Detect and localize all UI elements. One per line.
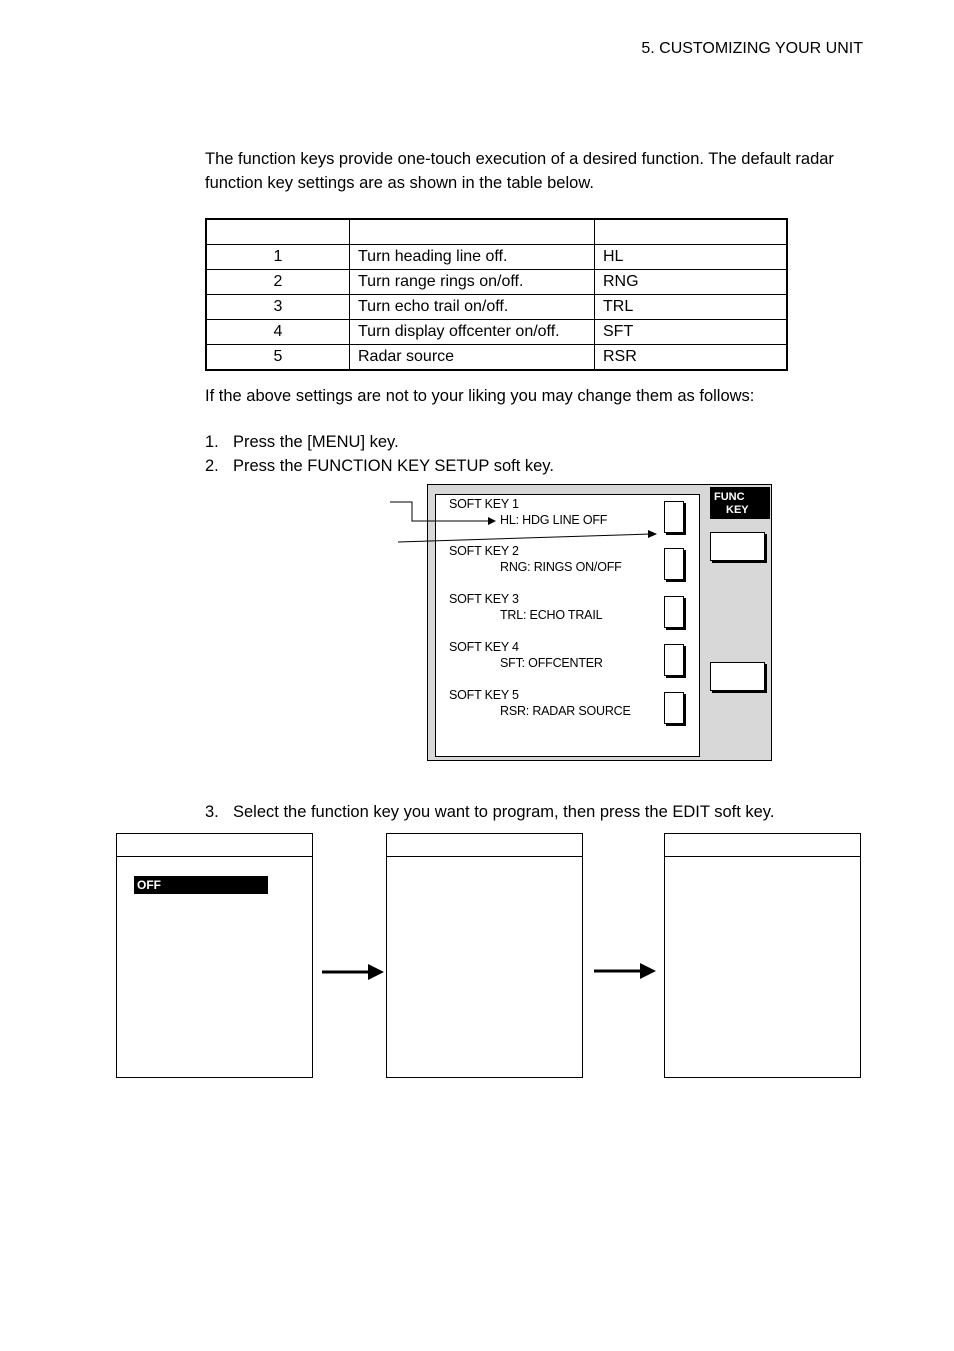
section-header: 5. CUSTOMIZING YOUR UNIT (641, 40, 863, 57)
key-number: 5 (206, 345, 350, 371)
table-row (206, 270, 787, 295)
key-number: 1 (206, 245, 350, 270)
right-arrow-icon (648, 530, 657, 538)
soft-key-4-button[interactable] (664, 644, 684, 676)
edit-panel-2 (386, 833, 583, 1078)
edit-panel-3 (664, 833, 861, 1078)
table-row (206, 345, 787, 371)
key-number: 2 (206, 270, 350, 295)
soft-key-5-title: SOFT KEY 5 (449, 688, 519, 702)
table-row (206, 320, 787, 345)
step-2 (205, 457, 554, 476)
step-number: 1. (205, 433, 219, 451)
step-number: 2. (205, 457, 219, 475)
soft-key-4-value: SFT: OFFCENTER (500, 656, 603, 670)
key-function: Turn heading line off. (350, 245, 595, 270)
function-key-table (205, 218, 788, 371)
step-text: Press the FUNCTION KEY SETUP soft key. (233, 457, 554, 475)
key-function: Turn display offcenter on/off. (350, 320, 595, 345)
soft-key-3-title: SOFT KEY 3 (449, 592, 519, 606)
soft-key-2-value: RNG: RINGS ON/OFF (500, 560, 622, 574)
right-arrow-icon (594, 960, 658, 982)
func-key-tab (710, 487, 770, 519)
key-indication: RNG (595, 270, 788, 295)
right-arrow-icon (322, 961, 386, 983)
soft-key-4-title: SOFT KEY 4 (449, 640, 519, 654)
callout-lines (380, 490, 680, 550)
key-number: 3 (206, 295, 350, 320)
func-key-label: KEY (726, 504, 749, 516)
edit-panel-1 (116, 833, 313, 1078)
soft-key-2-button[interactable] (664, 548, 684, 580)
step-3 (205, 803, 774, 822)
key-function: Turn range rings on/off. (350, 270, 595, 295)
step-text: Select the function key you want to program, then press the EDIT soft key. (233, 803, 775, 821)
step-text: Press the [MENU] key. (233, 433, 399, 451)
panel-title-bar (665, 834, 860, 857)
right-arrow-icon (488, 517, 496, 525)
step-number: 3. (205, 803, 219, 821)
side-soft-key-button[interactable] (710, 662, 765, 691)
key-indication: TRL (595, 295, 788, 320)
key-indication: HL (595, 245, 788, 270)
selected-option[interactable]: OFF (134, 876, 268, 894)
soft-key-1-title: SOFT KEY 1 (449, 497, 519, 511)
change-paragraph: If the above settings are not to your liking you may change them as follows: (205, 387, 755, 405)
soft-key-3-value: TRL: ECHO TRAIL (500, 608, 603, 622)
panel-title-bar (387, 834, 582, 857)
intro-paragraph: The function keys provide one-touch execution of a desired function. The default radar function key settings are as shown in the table below. (205, 150, 834, 192)
panel-title-bar (117, 834, 312, 857)
soft-key-1-value: HL: HDG LINE OFF (500, 513, 608, 527)
table-header-cell (206, 219, 350, 245)
soft-key-5-value: RSR: RADAR SOURCE (500, 704, 631, 718)
key-indication: SFT (595, 320, 788, 345)
table-header-cell (350, 219, 595, 245)
table-header-row (206, 219, 787, 245)
soft-key-2-title: SOFT KEY 2 (449, 544, 519, 558)
soft-key-3-button[interactable] (664, 596, 684, 628)
key-function: Turn echo trail on/off. (350, 295, 595, 320)
table-header-cell (595, 219, 788, 245)
key-function: Radar source (350, 345, 595, 371)
side-soft-key-button[interactable] (710, 532, 765, 561)
step-1 (205, 433, 399, 452)
key-indication: RSR (595, 345, 788, 371)
func-key-label: FUNC (714, 491, 745, 503)
table-row (206, 245, 787, 270)
key-number: 4 (206, 320, 350, 345)
table-row (206, 295, 787, 320)
soft-key-5-button[interactable] (664, 692, 684, 724)
